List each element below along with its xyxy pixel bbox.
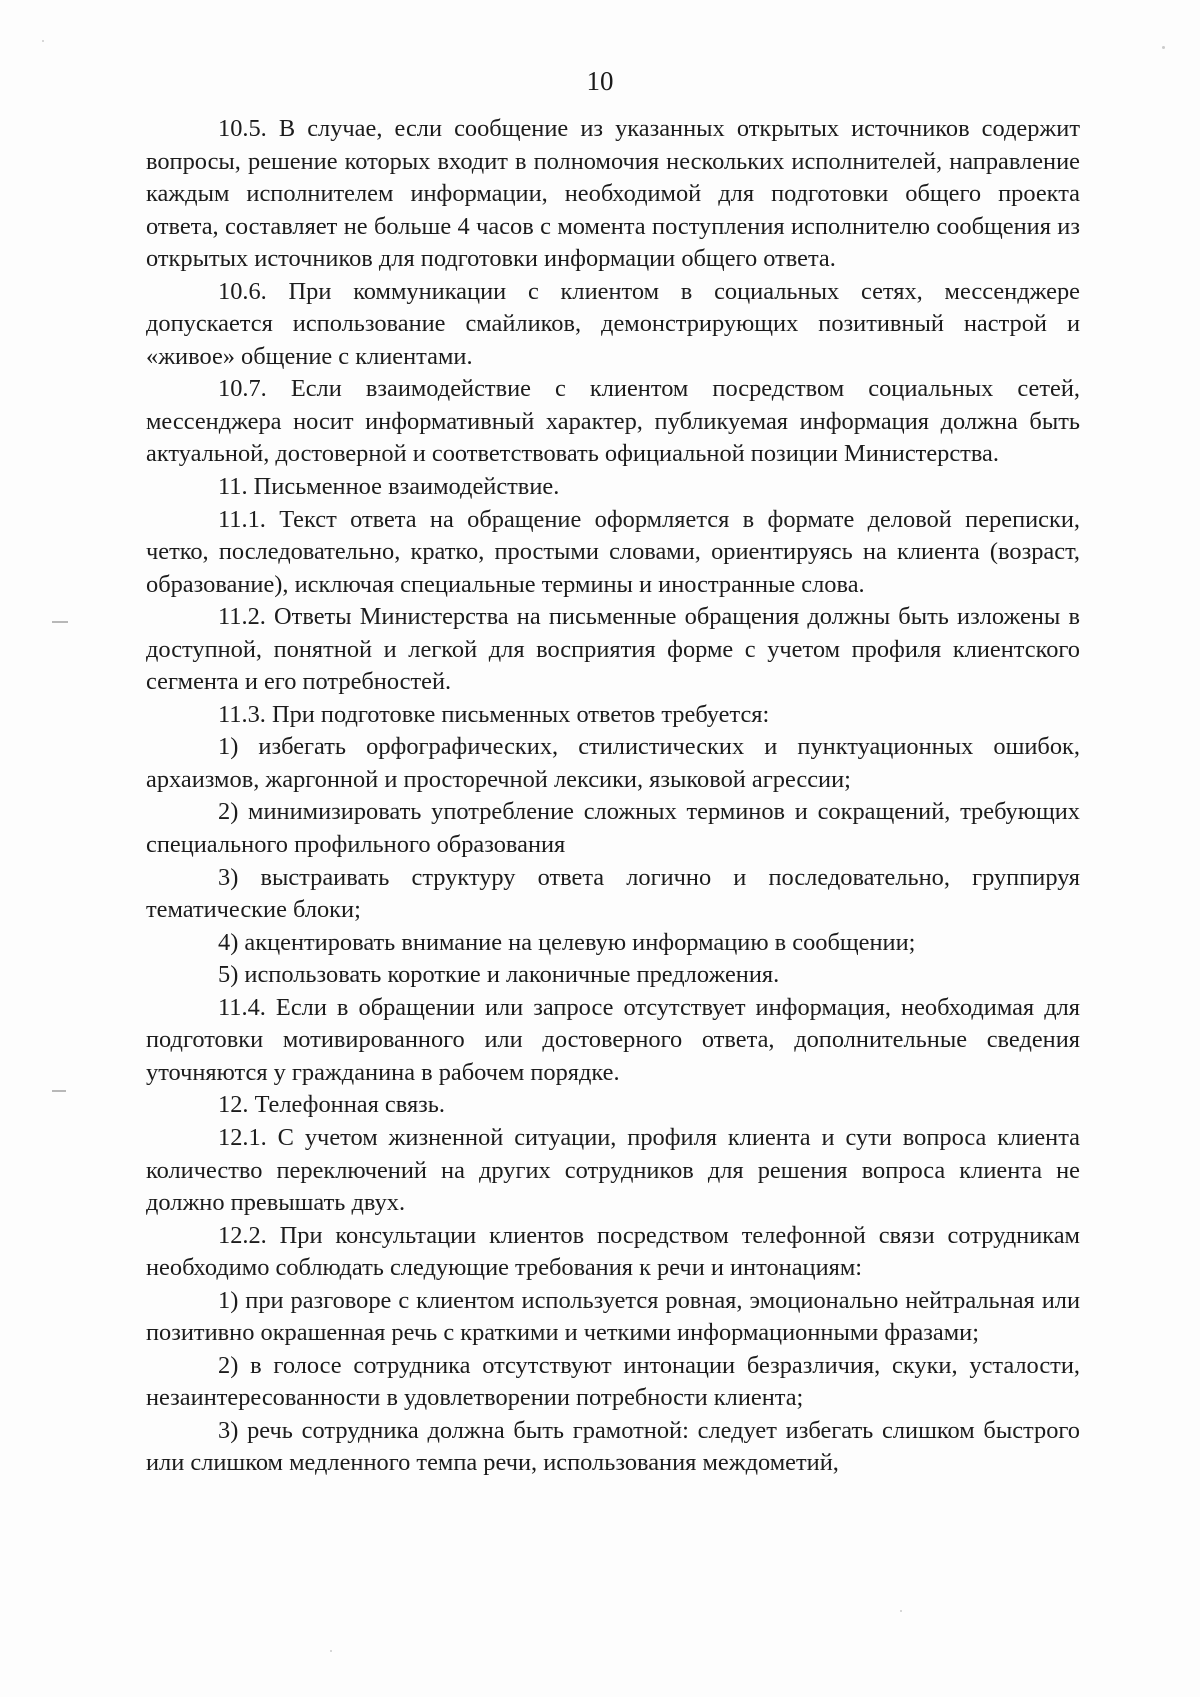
- paragraph-11-1: 11.1. Текст ответа на обращение оформляется в формате деловой переписки, четко, последовательно, кратко, простыми словами, ориентируясь на клиента (возраст, образование), исключая специальные термины и иностранные слова.: [146, 505, 1080, 598]
- scan-margin-mark: [52, 1090, 66, 1092]
- scan-margin-mark: [52, 621, 68, 623]
- paragraph-11-3: 11.3. При подготовке письменных ответов требуется:: [218, 700, 770, 728]
- paragraph-12-2: 12.2. При консультации клиентов посредством телефонной связи сотрудникам необходимо соблюдать следующие требования к речи и интонациям:: [146, 1221, 1080, 1282]
- list-item-11-3-2: 2) минимизировать употребление сложных терминов и сокращений, требующих специального профильного образования: [146, 798, 1080, 859]
- list-item-11-3-4: 4) акцентировать внимание на целевую информацию в сообщении;: [218, 928, 916, 956]
- section-heading-11: 11. Письменное взаимодействие.: [218, 473, 560, 501]
- list-item-12-2-1: 1) при разговоре с клиентом используется ровная, эмоционально нейтральная или позитивно окрашенная речь с краткими и четкими информационными фразами;: [146, 1286, 1080, 1347]
- page-number: 10: [586, 66, 614, 96]
- list-item-12-2-3: 3) речь сотрудника должна быть грамотной: следует избегать слишком быстрого или слишком медленного темпа речи, использования междометий,: [146, 1416, 1080, 1477]
- scan-speck: [900, 1610, 902, 1612]
- list-item-11-3-1: 1) избегать орфографических, стилистических и пунктуационных ошибок, архаизмов, жаргонной и просторечной лексики, языковой агрессии;: [146, 733, 1080, 793]
- list-item-11-3-5: 5) использовать короткие и лаконичные предложения.: [218, 961, 780, 989]
- paragraph-10-6: 10.6. При коммуникации с клиентом в социальных сетях, мессенджере допускается использование смайликов, демонстрирующих позитивный настрой и «живое» общение с клиентами.: [146, 277, 1080, 370]
- section-heading-12: 12. Телефонная связь.: [218, 1091, 446, 1119]
- paragraph-11-4: 11.4. Если в обращении или запросе отсутствует информация, необходимая для подготовки мотивированного или достоверного ответа, дополнительные сведения уточняются у гражданина в рабочем порядке.: [146, 993, 1080, 1086]
- paragraph-10-7: 10.7. Если взаимодействие с клиентом посредством социальных сетей, мессенджера носит информативный характер, публикуемая информация должна быть актуальной, достоверной и соответствовать официальной позиции Министерства.: [146, 375, 1080, 468]
- list-item-12-2-2: 2) в голосе сотрудника отсутствуют интонации безразличия, скуки, усталости, незаинтересованности в удовлетворении потребности клиента;: [146, 1351, 1080, 1412]
- paragraph-10-5: 10.5. В случае, если сообщение из указанных открытых источников содержит вопросы, решение которых входит в полномочия нескольких исполнителей, направление каждым исполнителем информации, необходимой для подготовки общего проекта ответа, составляет не больше 4 часов с момента поступления исполнителю сообщения из открытых источников для подготовки информации общего ответа.: [146, 115, 1080, 273]
- paragraph-11-2: 11.2. Ответы Министерства на письменные обращения должны быть изложены в доступной, понятной и легкой для восприятия форме с учетом профиля клиентского сегмента и его потребностей.: [146, 603, 1080, 696]
- scan-speck: [330, 1650, 332, 1652]
- paragraph-12-1: 12.1. С учетом жизненной ситуации, профиля клиента и сути вопроса клиента количество переключений на других сотрудников для решения вопроса клиента не должно превышать двух.: [146, 1123, 1080, 1217]
- scan-speck: [1162, 46, 1165, 49]
- scan-speck: [42, 40, 44, 42]
- document-body: [146, 113, 1080, 1480]
- list-item-11-3-3: 3) выстраивать структуру ответа логично и последовательно, группируя тематические блоки;: [146, 863, 1080, 924]
